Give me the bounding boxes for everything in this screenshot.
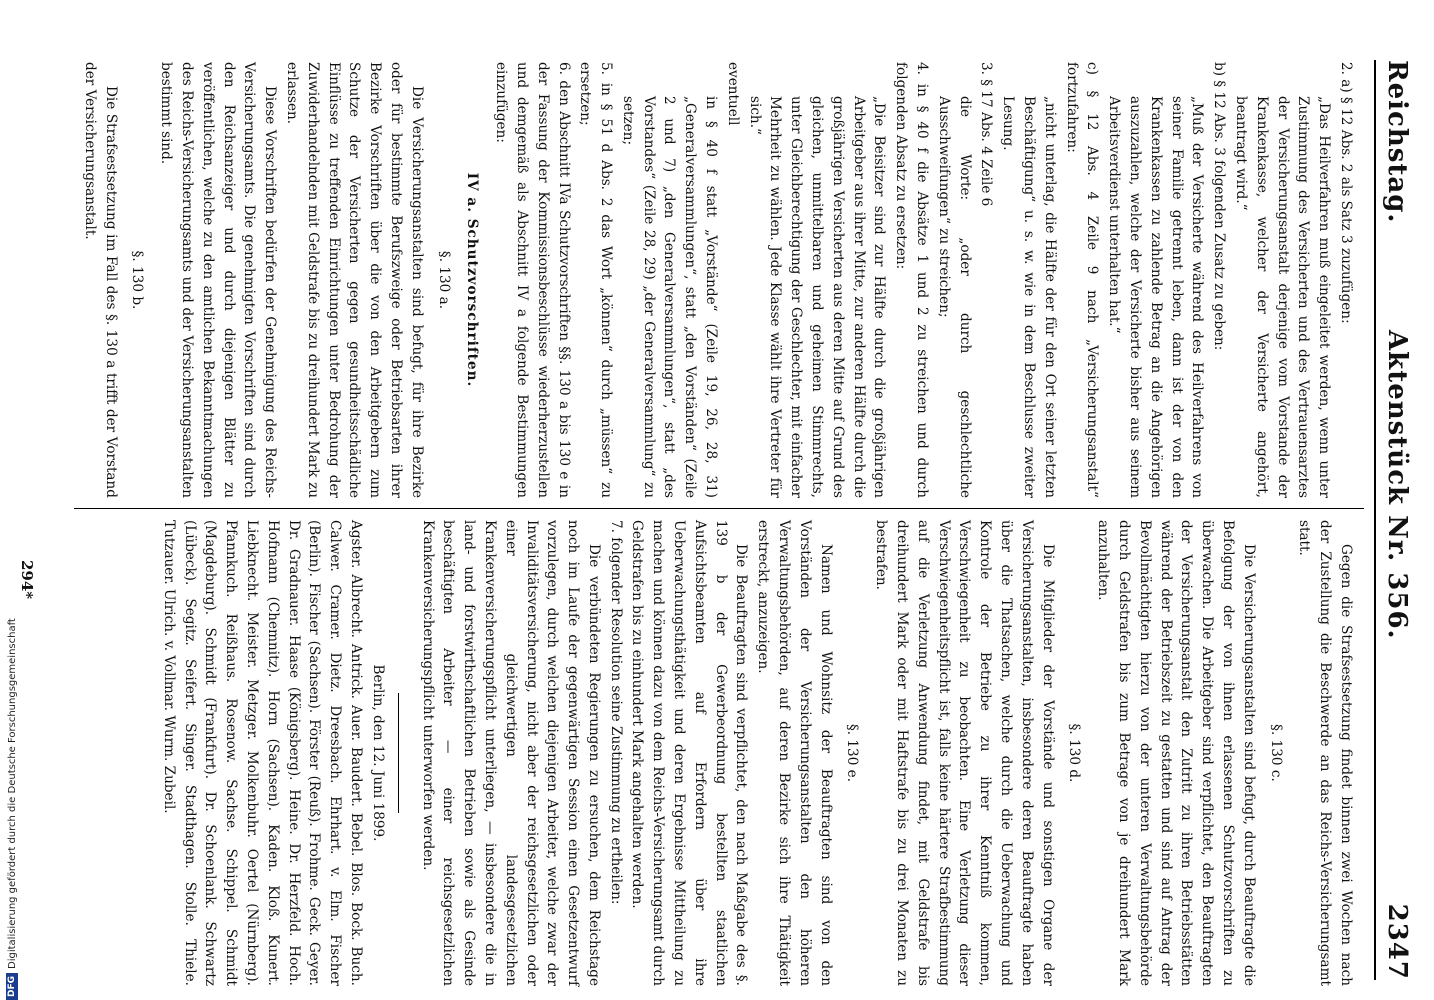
left-column-paragraph: c) § 12 Abs. 4 Zeile 9 nach „Versicherungsanstalt“ fortzufahren:	[1063, 62, 1101, 498]
right-column-paragraph: Die Versicherungsanstalten sind befugt, durch Beauftragte die Befolgung der von ihnen erlassenen Schutzvorschriften zu überwachen. Die Arbeitgeber sind verpflichtet, den Beauftragten der Versicherungsanstalt den Zutritt zu ihren Betriebsstätten während der Betriebszeit zu gestatten und sind auf Antrag der Bevollmächtigten hierzu von der unteren Verwaltungsbehörde durch Geldstrafen bis zum Betrage von je dreihundert Mark anzuhalten.	[1095, 520, 1257, 986]
right-column-paragraph: §. 130 e.	[844, 723, 861, 783]
right-column-paragraph: Die Mitglieder der Vorstände und sonstigen Organe der Versicherungsanstalten, insbesondere deren Beauftragte haben über die Thatsachen, welche durch die Ueberwachung und Kontrole der Betriebe zu ihrer Kenntniß kommen, Verschwiegenheit zu beobachten. Eine Verletzung dieser Verschwiegenheitspflicht ist, falls keine härtere Strafbestimmung auf die Verletzung Anwendung findet, mit Geldstrafe bis dreihundert Mark oder mit Haftstrafe bis zu drei Monaten zu bestrafen.	[873, 520, 1056, 986]
left-column-paragraph: Die Versicherungsanstalten sind befugt, für ihre Bezirke oder für bestimmte Berufszweige oder Betriebsarten ihrer Bezirke Vorschriften über die von den Arbeitgebern zum Schutze der Versicherten gegen gesundheitsschädliche Einflüsse zu treffenden Einrichtungen unter Bedrohung der Zuwiderhandelnden mit Geldstrafe bis zu dreihundert Mark zu erlassen.	[283, 62, 425, 498]
header-left: Reichstag.	[1382, 60, 1412, 224]
right-column-paragraph: 7. folgender Resolution seine Zustimmung zu ertheilen:	[607, 520, 624, 905]
right-column-paragraph: Die verbündeten Regierungen zu ersuchen, dem Reichstage noch im Laufe der gegenwärtigen Session einen Gesetzentwurf vorzulegen, durch welchen diejenigen Arbeiter, welche zwar der Invaliditätsversicherung, nicht aber der reichsgesetzlichen oder einer gleichwertigen landesgesetzlichen Krankenversicherungspflicht unterliegen, — insbesondere die in land- und forstwirthschaftlichen Betrieben sowie als Gesinde beschäftigten Arbeiter — einer reichsgesetzlichen Krankenversicherungspflicht unterworfen werden.	[419, 520, 602, 986]
right-column-paragraph: Namen und Wohnsitz der Beauftragten sind von den Vorständen der Versicherungsanstalten den höheren Verwaltungsbehörden, auf deren Bezirke sich ihre Thätigkeit erstreckt, anzuzeigen.	[755, 520, 834, 986]
left-column-paragraph: 3. § 17 Abs. 4 Zeile 6	[978, 62, 995, 207]
left-column-paragraph: IV a. Schutzvorschriften.	[464, 172, 481, 388]
header-document-number: Aktenstück Nr. 356.	[1382, 330, 1412, 640]
left-column-paragraph: b) § 12 Abs. 3 folgenden Zusatz zu geben:	[1211, 62, 1228, 351]
right-column-paragraph: Berlin, den 12. Juni 1899.	[369, 664, 386, 842]
left-column-paragraph: Diese Vorschriften bedürfen der Genehmigung des Reichs-Versicherungsamts. Die genehmigten Vorschriften sind durch den Reichsanzeiger und durch diejenigen Blätter zu veröffentlichen, welche zu den amtlichen Bekanntmachungen des Reichs-Versicherungsamts und der Versicherungsanstalten bestimmt sind.	[158, 62, 279, 498]
left-column-paragraph: die Worte: „oder durch geschlechtliche Ausschweifungen“ zu streichen;	[935, 96, 973, 498]
right-column	[157, 520, 1356, 986]
left-column-paragraph: 6. den Abschnitt IVa Schutzvorschriften §§. 130 a bis 130 e in der Fassung der Kommissionsbeschlüsse wiederherzustellen und demgemäß als Abschnitt IV a folgende Bestimmungen einzufügen:	[493, 62, 572, 498]
section-divider	[398, 693, 399, 813]
digitization-note: Digitalisierung gefördert durch die Deutsche Forschungsgemeinschaft	[6, 618, 18, 969]
column-divider	[74, 508, 1364, 509]
left-column-paragraph: 5. in § 51 d Abs. 2 das Wort „können“ durch „müssen“ zu ersetzen;	[577, 62, 615, 498]
right-column-paragraph: Die Beauftragten sind verpflichtet, den nach Maßgabe des §. 139 b der Gewerbeordnung bestellten staatlichen Aufsichtsbeamten auf Erfordern über ihre Ueberwachungsthätigkeit und deren Ergebnisse Mittheilung zu machen und können dazu von dem Reichs-Versicherungsamt durch Geldstrafen bis zu einhundert Mark angehalten werden.	[629, 520, 750, 986]
header-page-number: 2347	[1382, 903, 1412, 980]
left-column-paragraph: Die Strafsestsetzung im Fall des §. 130 a trifft der Vorstand der Versicherungsanstalt.	[81, 62, 119, 498]
right-column-paragraph: §. 130 d.	[1066, 723, 1083, 783]
left-column-paragraph: eventuell	[724, 62, 741, 126]
digitization-footer	[2, 0, 22, 1000]
right-column-paragraph: Agster. Albrecht. Antrick. Auer. Baudert. Bebel. Blos. Bock. Buch. Calwer. Cramer. Dietz. Dreesbach. Ehrhart. v. Elm. Fischer (Berlin). Fischer (Sachsen). Förster (Reuß). Frohme. Geck. Geyer. Dr. Gradnauer. Haase (Königsberg). Heine. Dr. Herzfeld. Hoch. Hofmann (Chemnitz). Horn (Sachsen). Kaden. Kloß. Kunert. Liebknecht. Meister. Metzger. Molkenbuhr. Oertel (Nürnberg). Pfannkuch. Reißhaus. Rosenow. Sachse. Schippel. Schmidt (Magdeburg). Schmidt (Frankfurt). Dr. Schoenlank. Schwartz (Lübeck). Segitz. Seifert. Singer. Stadthagen. Stolle. Thiele. Tutzauer. Ulrich. v. Vollmar. Wurm. Zubeil.	[160, 520, 364, 986]
right-column-paragraph: Gegen die Strafsestsetzung findet binnen zwei Wochen nach der Zustellung die Beschwerde an das Reichs-Versicherungsamt statt.	[1296, 520, 1354, 986]
left-column-paragraph: §. 130 b.	[129, 250, 146, 310]
header-rule	[1374, 60, 1376, 980]
left-column-paragraph: „Muß der Versicherte während des Heilverfahrens von seiner Familie getrennt leben, dann ist der von den Krankenkassen zu zahlende Betrag an die Angehörigen auszuzahlen, welche der Versicherte bisher aus seinem Arbeitsverdienst unterhalten hat.“	[1106, 96, 1206, 498]
dfg-logo: DFG	[6, 973, 18, 1000]
left-column-paragraph: in § 40 f statt „Vorstände“ (Zeile 19, 26, 28, 31) „Generalversammlungen“, statt „den Vorständen“ (Zeile 2 und 7) „den Generalversammlungen“, statt „des Vorstandes“ (Zeile 28, 29) „der Generalversammlung“ zu setzen;	[619, 96, 720, 498]
right-column-paragraph: §. 130 c.	[1267, 724, 1284, 782]
left-column	[78, 62, 1356, 498]
left-column-paragraph: 2. a) § 12 Abs. 2 als Satz 3 zuzufügen:	[1338, 62, 1354, 324]
bottom-page-number: 294*	[18, 560, 36, 600]
left-column-paragraph: „Die Beisitzer sind zur Hälfte durch die großjährigen Arbeitgeber aus ihrer Mitte, zur anderen Hälfte durch die großjährigen Versicherten aus deren Mitte auf Grund des gleichen, unmittelbaren und geheimen Stimmrechts, unter Gleichberechtigung der Geschlechter, mit einfacher Mehrheit zu wählen. Jede Klasse wählt ihre Vertreter für sich.“	[746, 96, 888, 498]
left-column-paragraph: „Das Heilverfahren muß eingeleitet werden, wenn unter Zustimmung des Versicherten und des Vertrauensarztes der Versicherungsanstalt derjenige vom Vorstande der Krankenkasse, welcher der Versicherte angehört, beantragt wird.“	[1233, 96, 1333, 498]
left-column-paragraph: §. 130 a.	[435, 250, 452, 310]
left-column-paragraph: „nicht unterlag, die Hälfte der für den Ort seiner letzten Beschäftigung“ u. s. w. wie in dem Beschlusse zweiter Lesung.	[1000, 96, 1058, 498]
left-column-paragraph: 4. in § 40 f die Absätze 1 und 2 zu streichen und durch folgenden Absatz zu ersetzen:	[893, 62, 931, 498]
